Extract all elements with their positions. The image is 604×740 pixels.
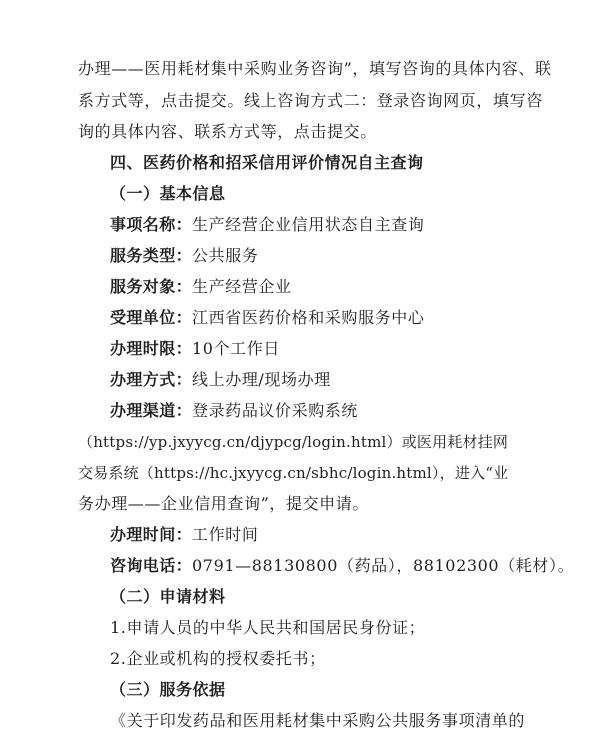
info-row <box>110 307 424 329</box>
info-label: 服务对象： <box>110 277 193 296</box>
info-label: 事项名称： <box>110 215 193 234</box>
list-item: 2.企业或机构的授权委托书； <box>110 649 326 668</box>
info-row <box>110 400 358 422</box>
info-label: 办理时限： <box>110 339 193 358</box>
info-label: 受理单位： <box>110 308 193 327</box>
info-row <box>110 338 280 360</box>
info-value: 江西省医药价格和采购服务中心 <box>192 308 425 327</box>
paragraph-line: 交易系统（https://hc.jxyycg.cn/sbhc/login.html），进入“业 <box>78 464 509 482</box>
info-label: 办理渠道： <box>110 401 193 420</box>
subsection-heading: （三）服务依据 <box>110 680 226 699</box>
info-row <box>110 369 331 391</box>
info-row <box>110 555 574 577</box>
info-row <box>110 276 292 298</box>
info-label: 咨询电话： <box>110 556 193 575</box>
paragraph-line: 系方式等，点击提交。线上咨询方式二：登录咨询网页，填写咨 <box>78 91 543 110</box>
info-value: 工作时间 <box>192 525 259 544</box>
info-value: 生产经营企业 <box>192 277 292 296</box>
info-value: 公共服务 <box>192 246 259 265</box>
info-label: 办理时间： <box>110 525 193 544</box>
subsection-heading: （一）基本信息 <box>110 184 226 203</box>
info-row <box>110 245 258 267</box>
info-value: 10个工作日 <box>192 339 280 358</box>
list-item: 1.申请人员的中华人民共和国居民身份证； <box>110 618 426 637</box>
info-value: 线上办理/现场办理 <box>192 370 331 389</box>
info-value: 生产经营企业信用状态自主查询 <box>192 215 425 234</box>
paragraph-line: 办理——医用耗材集中采购业务咨询”，填写咨询的具体内容、联 <box>78 59 552 78</box>
info-row <box>110 524 258 546</box>
info-label: 服务类型： <box>110 246 193 265</box>
paragraph-line: 务办理——企业信用查询”，提交申请。 <box>78 494 369 513</box>
subsection-heading: （二）申请材料 <box>110 587 226 606</box>
info-label: 办理方式： <box>110 370 193 389</box>
info-value: 0791—88130800（药品），88102300（耗材）。 <box>192 556 575 575</box>
paragraph-line: 询的具体内容、联系方式等，点击提交。 <box>78 122 377 141</box>
info-row <box>110 214 424 236</box>
paragraph-line: 《关于印发药品和医用耗材集中采购公共服务事项清单的 <box>110 711 526 730</box>
paragraph-line: （https://yp.jxyycg.cn/djypcg/login.html）或医用耗材挂网 <box>78 433 509 451</box>
section-heading: 四、医药价格和招采信用评价情况自主查询 <box>110 153 424 172</box>
info-value: 登录药品议价采购系统 <box>192 401 359 420</box>
